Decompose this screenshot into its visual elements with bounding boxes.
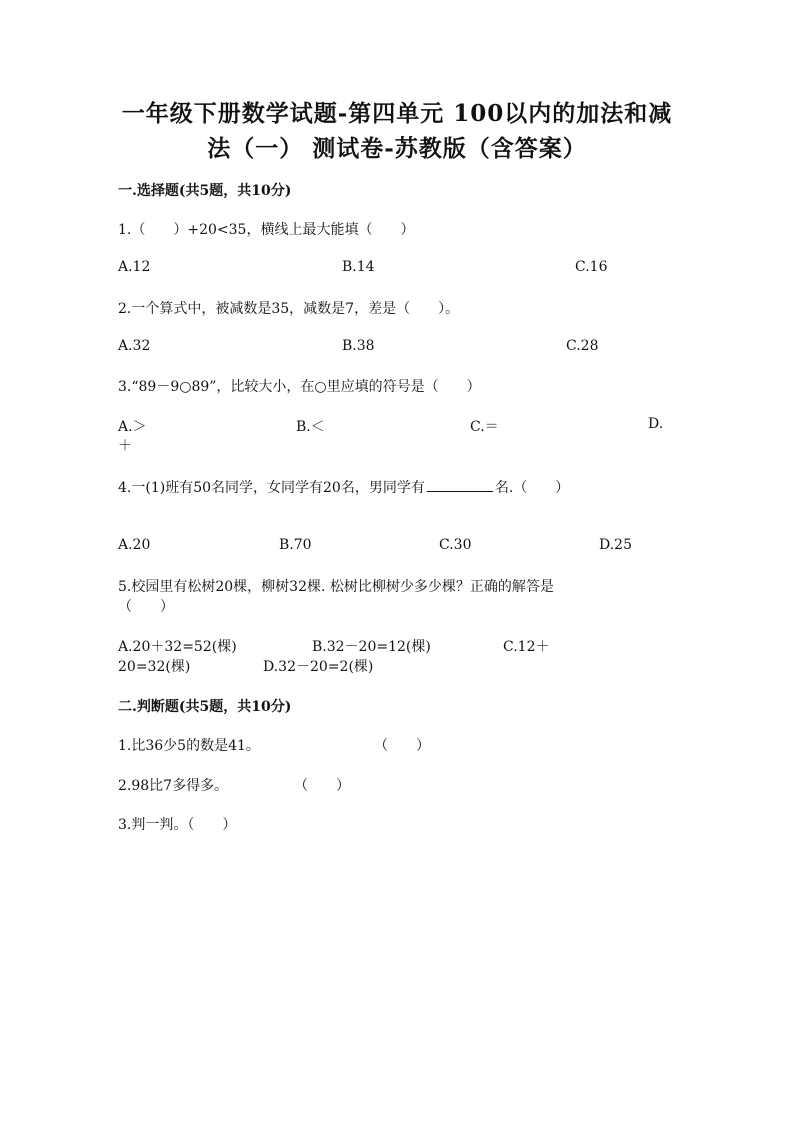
question-1-5-paren: （ ） — [118, 599, 174, 615]
section-1-heading: 一.选择题(共5题，共10分) — [118, 183, 292, 199]
q1-3-option-d-symbol: ＋ — [118, 438, 132, 454]
q1-1-option-a: A.12 — [118, 259, 151, 275]
q1-2-option-a: A.32 — [118, 338, 151, 354]
question-2-1: 1.比36少5的数是41。 — [118, 738, 260, 754]
q1-1-option-b: B.14 — [342, 259, 375, 275]
question-1-4 — [118, 477, 569, 497]
q1-5-option-c: C.12＋ — [503, 639, 550, 655]
q1-5-option-a: A.20＋32=52(棵) — [118, 639, 237, 655]
q1-4-option-b: B.70 — [279, 537, 312, 553]
question-1-1: 1.（ ）+20<35，横线上最大能填（ ） — [118, 222, 415, 238]
question-2-2: 2.98比7多得多。 — [118, 778, 229, 794]
title-line-1: 一年级下册数学试题-第四单元 100以内的加法和减 — [121, 100, 673, 127]
question-1-5: 5.校园里有松树20棵，柳树32棵. 松树比柳树少多少棵？正确的解答是 — [118, 579, 554, 595]
q1-5-option-b: B.32－20=12(棵) — [312, 639, 431, 655]
q1-3-option-c: C.＝ — [470, 419, 499, 435]
q1-5-option-d: D.32－20=2(棵) — [263, 659, 374, 675]
title-line-2: 法（一） 测试卷-苏教版（含答案） — [207, 135, 587, 162]
q1-4-option-a: A.20 — [118, 537, 151, 553]
section-2-heading: 二.判断题(共5题，共10分) — [118, 699, 292, 715]
q1-4-text-after: 名.（ ） — [494, 480, 570, 496]
q1-5-option-c-cont: 20=32(棵) — [118, 659, 191, 675]
question-1-2: 2.一个算式中，被减数是35，减数是7，差是（ ）。 — [118, 301, 460, 317]
q2-1-paren: （ ） — [374, 738, 430, 754]
question-2-3: 3.判一判。（ ） — [118, 817, 237, 833]
q1-4-answer-blank — [427, 477, 493, 492]
q1-2-option-c: C.28 — [566, 338, 599, 354]
q1-4-option-c: C.30 — [439, 537, 472, 553]
q1-3-option-b: B.＜ — [296, 419, 325, 435]
q2-2-paren: （ ） — [294, 778, 350, 794]
q1-4-text-before: 4.一(1)班有50名同学，女同学有20名，男同学有 — [118, 480, 425, 496]
q1-3-option-a: A.＞ — [118, 419, 147, 435]
q1-4-option-d: D.25 — [599, 537, 632, 553]
question-1-3: 3.“89－9○89”，比较大小，在○里应填的符号是（ ） — [118, 379, 481, 395]
q1-1-option-c: C.16 — [575, 259, 608, 275]
q1-2-option-b: B.38 — [342, 338, 375, 354]
q1-3-option-d: D. — [648, 416, 664, 432]
